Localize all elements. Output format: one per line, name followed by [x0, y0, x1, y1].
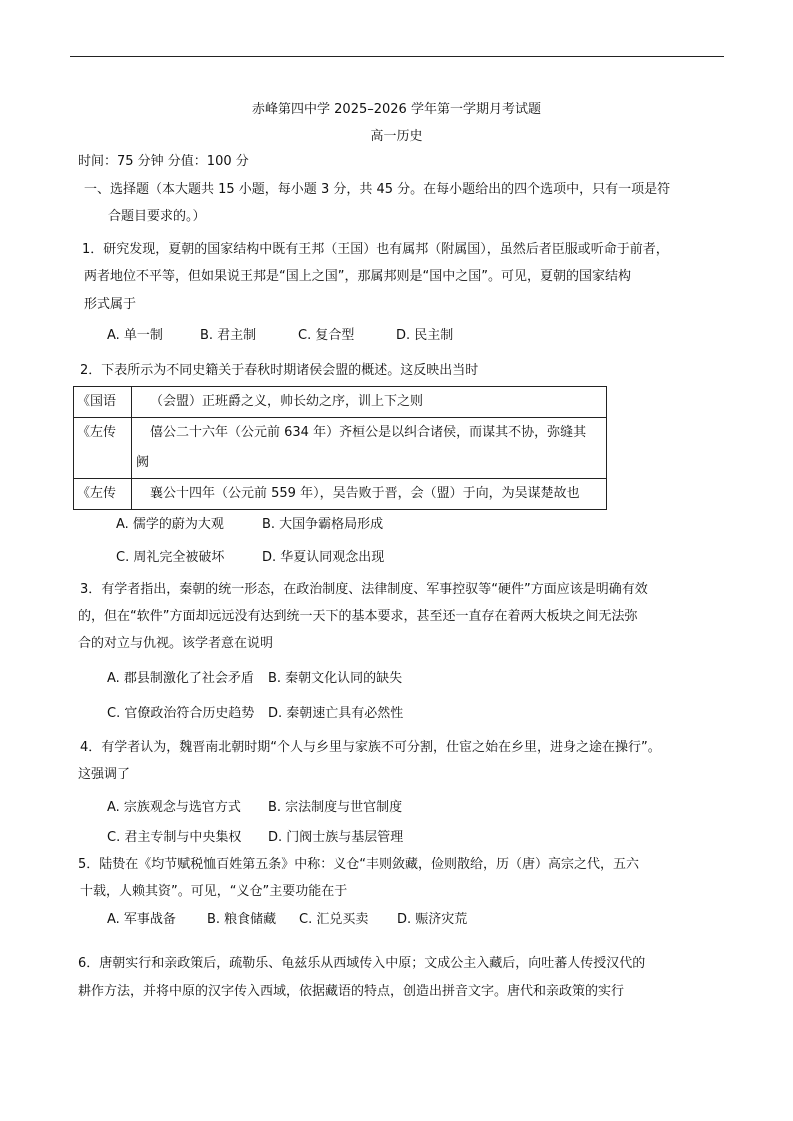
table-text-line: 襄公十四年（公元前 559 年），吴告败于晋，会（盟）于向，为吴谋楚故也: [150, 486, 580, 501]
q2-option-a[interactable]: A. 儒学的蔚为大观: [116, 517, 224, 532]
q3-option-c[interactable]: C. 官僚政治符合历史趋势: [107, 706, 255, 721]
table-source-cell: 《左传: [74, 418, 132, 479]
q1-stem-line1: 1．研究发现，夏朝的国家结构中既有王邦（王国）也有属邦（附属国），虽然后者臣服或听命于前者，: [82, 242, 669, 257]
table-text-cell: [132, 418, 607, 479]
q4-option-c[interactable]: C. 君主专制与中央集权: [107, 830, 242, 845]
q6-stem-line2: 耕作方法，并将中原的汉字传入西域，依据藏语的特点，创造出拼音文字。唐代和亲政策的实行: [78, 984, 625, 999]
exam-title: 赤峰第四中学 2025–2026 学年第一学期月考试题: [252, 102, 541, 117]
q1-stem-line3: 形式属于: [84, 297, 137, 312]
q5-stem-line2: 十载，人赖其资”。可见，“义仓”主要功能在于: [80, 884, 348, 899]
q3-stem-line3: 合的对立与仇视。该学者意在说明: [78, 636, 274, 651]
section-heading-line2: 合题目要求的。）: [108, 209, 206, 224]
table-row: [74, 418, 607, 479]
table-text-line: （会盟）正班爵之义，帅长幼之序，训上下之则: [150, 394, 424, 409]
table-source-cell: 《左传: [74, 479, 132, 510]
q4-stem-line2: 这强调了: [78, 767, 131, 782]
section-heading-line1: 一、选择题（本大题共 15 小题，每小题 3 分，共 45 分。在每小题给出的四个选项中，只有一项是符: [84, 182, 671, 197]
q5-option-d[interactable]: D. 赈济灾荒: [397, 912, 468, 927]
q4-option-b[interactable]: B. 宗法制度与世官制度: [268, 800, 403, 815]
q5-stem-line1: 5．陆贽在《均节赋税恤百姓第五条》中称：义仓“丰则敛藏，俭则散给，历（唐）高宗之代，五六: [78, 857, 640, 872]
table-text-line: 僖公二十六年（公元前 634 年）齐桓公是以纠合诸侯，而谋其不协，弥缝其: [150, 425, 587, 440]
table-text-cell: [132, 387, 607, 418]
q1-option-d[interactable]: D. 民主制: [396, 328, 454, 343]
q6-stem-line1: 6．唐朝实行和亲政策后，疏勒乐、龟兹乐从西域传入中原；文成公主入藏后，向吐蕃人传授汉代的: [78, 956, 646, 971]
q5-option-b[interactable]: B. 粮食储藏: [207, 912, 277, 927]
q4-option-d[interactable]: D. 门阀士族与基层管理: [268, 830, 404, 845]
q3-stem-line1: 3．有学者指出，秦朝的统一形态，在政治制度、法律制度、军事控驭等“硬件”方面应该是明确有效: [80, 582, 648, 597]
q3-option-d[interactable]: D. 秦朝速亡具有必然性: [268, 706, 404, 721]
subject-title: 高一历史: [370, 129, 423, 144]
q4-option-a[interactable]: A. 宗族观念与选官方式: [107, 800, 241, 815]
table-text-continuation: 阙: [136, 455, 150, 470]
q2-stem: 2．下表所示为不同史籍关于春秋时期诸侯会盟的概述。这反映出当时: [80, 363, 479, 378]
q3-option-b[interactable]: B. 秦朝文化认同的缺失: [268, 671, 403, 686]
q2-option-d[interactable]: D. 华夏认同观念出现: [262, 550, 385, 565]
q4-stem-line1: 4．有学者认为，魏晋南北朝时期“个人与乡里与家族不可分割，仕宦之始在乡里，进身之途在操行”。: [80, 740, 661, 755]
q2-source-table: [73, 386, 607, 510]
q3-stem-line2: 的，但在“软件”方面却远远没有达到统一天下的基本要求，甚至还一直存在着两大板块之间无法弥: [78, 609, 638, 624]
header-rule: [70, 56, 724, 57]
exam-meta: 时间：75 分钟 分值：100 分: [78, 154, 249, 169]
q5-option-a[interactable]: A. 军事战备: [107, 912, 176, 927]
q2-option-c[interactable]: C. 周礼完全被破坏: [116, 550, 225, 565]
q5-option-c[interactable]: C. 汇兑买卖: [299, 912, 369, 927]
table-row: [74, 387, 607, 418]
q1-option-b[interactable]: B. 君主制: [200, 328, 257, 343]
q1-stem-line2: 两者地位不平等，但如果说王邦是“国上之国”，那属邦则是“国中之国”。可见，夏朝的国家结构: [84, 269, 631, 284]
q3-option-a[interactable]: A. 郡县制激化了社会矛盾: [107, 671, 254, 686]
table-source-cell: 《国语: [74, 387, 132, 418]
table-row: [74, 479, 607, 510]
q1-option-c[interactable]: C. 复合型: [298, 328, 355, 343]
q1-option-a[interactable]: A. 单一制: [107, 328, 163, 343]
table-text-cell: [132, 479, 607, 510]
q2-option-b[interactable]: B. 大国争霸格局形成: [262, 517, 384, 532]
